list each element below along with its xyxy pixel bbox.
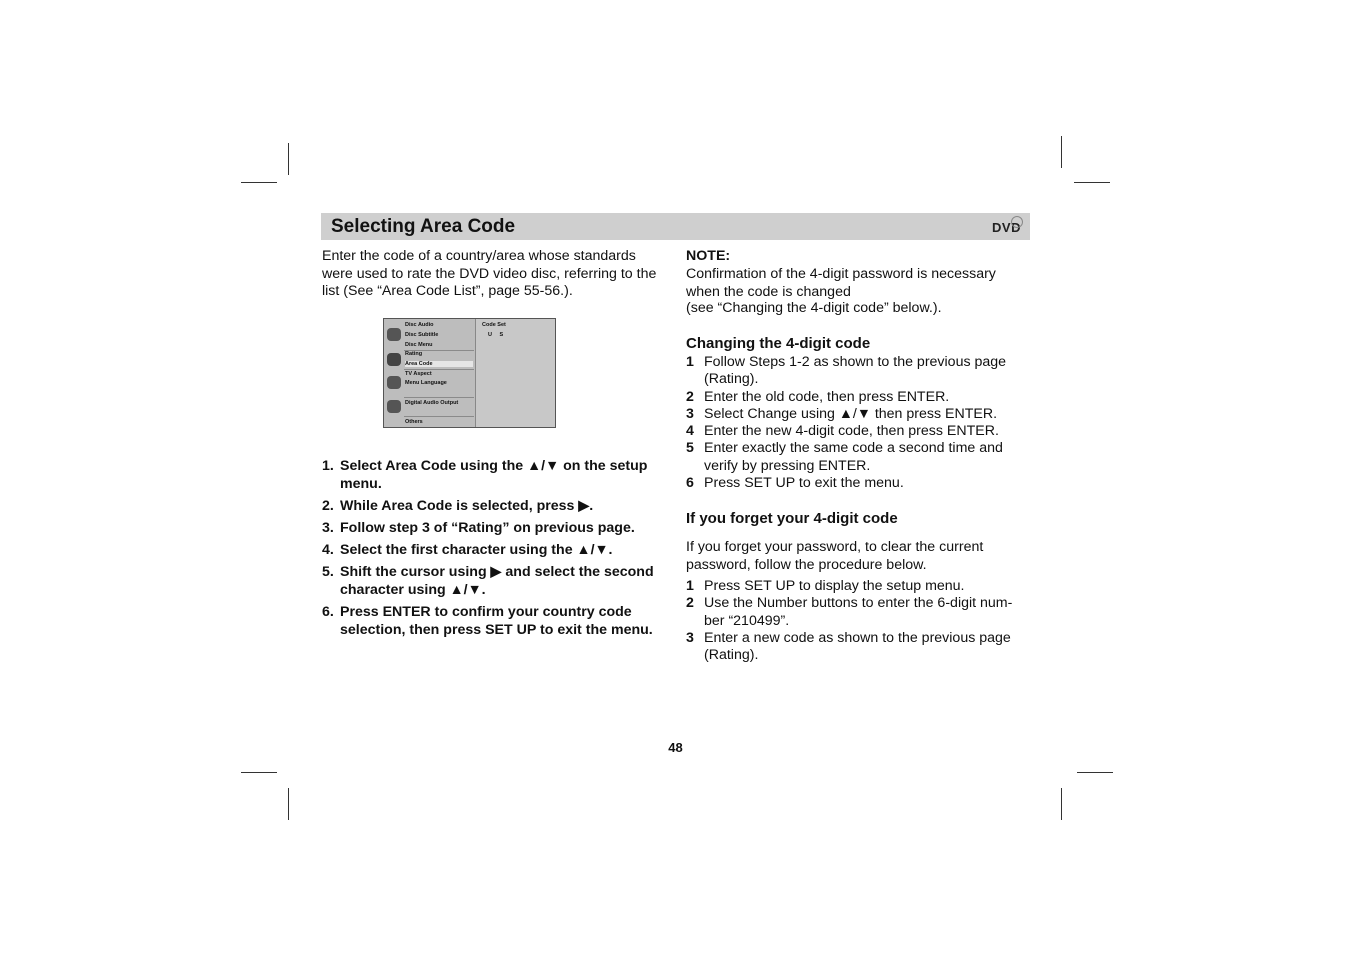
changing-code-heading: Changing the 4-digit code xyxy=(686,335,871,352)
tv-icon xyxy=(387,376,401,389)
list-item xyxy=(686,595,1026,630)
menu-divider xyxy=(404,397,474,398)
step-text: While Area Code is selected, press ▶. xyxy=(340,498,594,514)
crop-mark xyxy=(288,143,289,175)
forget-code-list xyxy=(686,578,1026,664)
step-number: 6. xyxy=(322,604,334,620)
step-item xyxy=(322,519,667,537)
procedure-steps xyxy=(322,457,667,643)
list-item xyxy=(686,423,1031,440)
menu-item-menu-language: Menu Language xyxy=(405,380,447,386)
crop-mark xyxy=(1061,136,1062,168)
forget-code-heading: If you forget your 4-digit code xyxy=(686,510,898,527)
step-item xyxy=(322,603,667,639)
step-item xyxy=(322,457,667,493)
step-number: 2. xyxy=(322,498,334,514)
menu-item-disc-audio: Disc Audio xyxy=(405,322,434,328)
item-number: 2 xyxy=(686,595,694,612)
item-text: Select Change using ▲/▼ then press ENTER. xyxy=(704,405,998,422)
item-text: Enter exactly the same code a second time and verify by pressing ENTER. xyxy=(704,440,1003,474)
page-title: Selecting Area Code xyxy=(331,216,516,237)
menu-item-disc-subtitle: Disc Subtitle xyxy=(405,332,439,338)
step-text: Press ENTER to confirm your country code selection, then press SET UP to exit the menu. xyxy=(340,604,653,638)
item-text: Follow Steps 1-2 as shown to the previous page (Rating). xyxy=(704,354,1007,388)
menu-item-disc-menu: Disc Menu xyxy=(405,342,433,348)
list-item xyxy=(686,578,1026,595)
step-item xyxy=(322,563,667,599)
menu-item-area-code: Area Code xyxy=(405,361,473,367)
disc-icon xyxy=(387,328,401,341)
list-item xyxy=(686,440,1031,475)
note-heading: NOTE: xyxy=(686,248,731,264)
note-text: Confirmation of the 4-digit password is necessary when the code is changed xyxy=(686,266,996,300)
list-item xyxy=(686,389,1031,406)
dvd-label: DVD xyxy=(992,220,1021,235)
item-number: 5 xyxy=(686,440,694,457)
list-item xyxy=(686,354,1031,389)
dvd-badge xyxy=(992,220,1021,235)
speaker-icon xyxy=(387,400,401,413)
item-number: 1 xyxy=(686,354,694,370)
section-header xyxy=(321,213,1030,240)
crop-mark xyxy=(288,788,289,820)
item-text: Enter the old code, then press ENTER. xyxy=(704,388,950,405)
step-text: Follow step 3 of “Rating” on previous page. xyxy=(340,520,635,536)
item-text: Press SET UP to exit the menu. xyxy=(704,475,904,492)
menu-divider xyxy=(404,369,474,370)
menu-item-rating: Rating xyxy=(405,351,423,357)
item-text: Press SET UP to display the setup menu. xyxy=(704,578,965,594)
menu-item-tv-aspect: TV Aspect xyxy=(405,371,432,377)
item-number: 3 xyxy=(686,629,694,646)
menu-item-digital-audio-output: Digital Audio Output xyxy=(405,400,459,406)
item-text: Enter the new 4-digit code, then press ENTER. xyxy=(704,423,999,440)
item-text: Enter a new code as shown to the previous page (Rating). xyxy=(704,629,1011,664)
item-number: 1 xyxy=(686,578,694,594)
item-number: 3 xyxy=(686,405,694,422)
disc-icon xyxy=(1011,216,1023,228)
menu-divider xyxy=(404,416,474,417)
item-number: 4 xyxy=(686,423,694,440)
step-number: 4. xyxy=(322,542,334,558)
lock-icon xyxy=(387,353,401,366)
crop-mark xyxy=(241,772,277,773)
crop-mark xyxy=(1061,788,1062,820)
list-item xyxy=(686,475,1031,492)
step-number: 5. xyxy=(322,564,334,580)
forget-intro: If you forget your password, to clear the current password, follow the procedure below. xyxy=(686,539,984,573)
step-text: Select the first character using the ▲/▼. xyxy=(340,542,613,558)
item-number: 6 xyxy=(686,475,694,492)
changing-code-list xyxy=(686,354,1031,492)
list-item xyxy=(686,630,1026,665)
list-item xyxy=(686,406,1031,423)
step-text: Select Area Code using the ▲/▼ on the setup menu. xyxy=(340,458,648,492)
setup-menu-list xyxy=(384,319,476,427)
crop-mark xyxy=(1077,772,1113,773)
item-number: 2 xyxy=(686,388,694,405)
crop-mark xyxy=(241,182,277,183)
code-set-value: U S xyxy=(488,332,507,338)
item-text: Use the Number buttons to enter the 6-digit num-ber “210499”. xyxy=(704,595,1013,629)
step-text: Shift the cursor using ▶ and select the second character using ▲/▼. xyxy=(340,564,654,598)
step-number: 3. xyxy=(322,520,334,536)
step-item xyxy=(322,497,667,515)
menu-item-others: Others xyxy=(405,419,423,425)
step-number: 1. xyxy=(322,458,334,474)
note-text-2: (see “Changing the 4-digit code” below.). xyxy=(686,300,942,316)
intro-text: Enter the code of a country/area whose standards were used to rate the DVD video disc, referring to the list (See “Area Code List”, page 55-56.). xyxy=(322,248,657,299)
crop-mark xyxy=(1074,182,1110,183)
setup-menu-illustration xyxy=(383,318,556,428)
code-set-label: Code Set xyxy=(482,322,506,328)
step-item xyxy=(322,541,667,559)
page-number: 48 xyxy=(668,740,683,755)
